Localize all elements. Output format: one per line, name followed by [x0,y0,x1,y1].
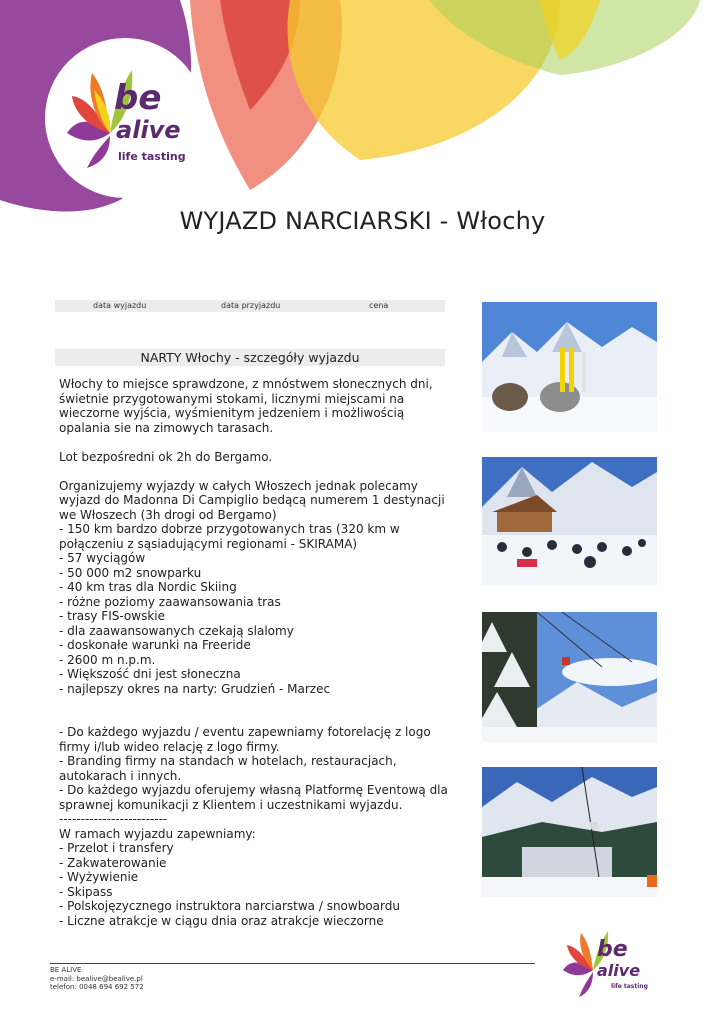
footer-email: e-mail: bealive@bealive.pl [50,974,143,983]
brand-logo [52,58,202,188]
logo-small-be: be [597,937,628,962]
photo-ski-hut-terrace [482,457,657,585]
logo-small-alive: alive [597,961,641,980]
photo-valley-gondola [482,767,657,897]
logo-tagline: life tasting [118,150,186,163]
page-title: WYJAZD NARCIARSKI - Włochy [179,207,546,235]
section-heading: NARTY Włochy - szczegóły wyjazdu [55,349,445,366]
resort-paragraph: Organizujemy wyjazdy w całych Włoszech jednak polecamy wyjazd do Madonna Di Campiglio bedącą numerem 1 destynacji we Włoszech (3h drogi od Bergamo) - 150 km bardzo dobrze przygotowanych tras (320 km w połączeniu z sąsiadującymi regionami - SKIRAMA) - 57 wyciągów - 50 000 m2 snowparku - 40 km tras dla Nordic Skiing - różne poziomy zaawansowania tras - trasy FIS-owskie - dla zaawansowanych czekają slalomy - doskonałe warunki na Freeride - 2600 m n.p.m. - Większość dni jest słoneczna - najlepszy okres na narty: Grudzień - Marzec [59,478,445,696]
photo-skiers-relaxing [482,302,657,432]
departure-date-label: data wyjazdu [93,301,147,310]
intro-paragraph: Włochy to miejsce sprawdzone, z mnóstwem słonecznych dni, świetnie przygotowanymi stokami, licznymi miejscami na wieczorne wyjścia, wyśmienitym jedzeniem i możliwością opalania sie na zimowych tarasach. [59,377,437,435]
arrival-date-label: data przyjazdu [221,301,281,310]
footer-phone: telefon: 0048 694 692 572 [50,983,144,991]
trip-meta-bar [55,300,445,312]
photo-chairlift-forest [482,612,657,742]
flight-paragraph: Lot bezpośredni ok 2h do Bergamo. [59,449,273,464]
logo-alive: alive [116,116,181,144]
price-label: cena [369,301,389,310]
logo-be: be [114,78,162,118]
trip-description [59,377,449,928]
services-paragraph: - Do każdego wyjazdu / eventu zapewniamy fotorelację z logo firmy i/lub wideo relację z logo firmy. - Branding firmy na standach w hotelach, restauracjach, autokarach i innych. - Do każdego wyjazdu oferujemy własną Platformę Eventową dla sprawnej komunikacji z Klientem i uczestnikami wyjazdu. ------------------------- W ramach wyjazdu zapewniamy: - Przelot i transfery - Zakwaterowanie - Wyżywienie - Skipass - Polskojęzycznego instruktora narciarstwa / snowboardu - Liczne atrakcje w ciągu dnia oraz atrakcje wieczorne [59,725,448,928]
footer-contact [50,966,144,992]
brand-logo-footer [555,925,665,1005]
footer-company: BE ALIVE [50,966,82,974]
footer-divider [50,963,535,964]
logo-small-tagline: life tasting [611,983,648,990]
